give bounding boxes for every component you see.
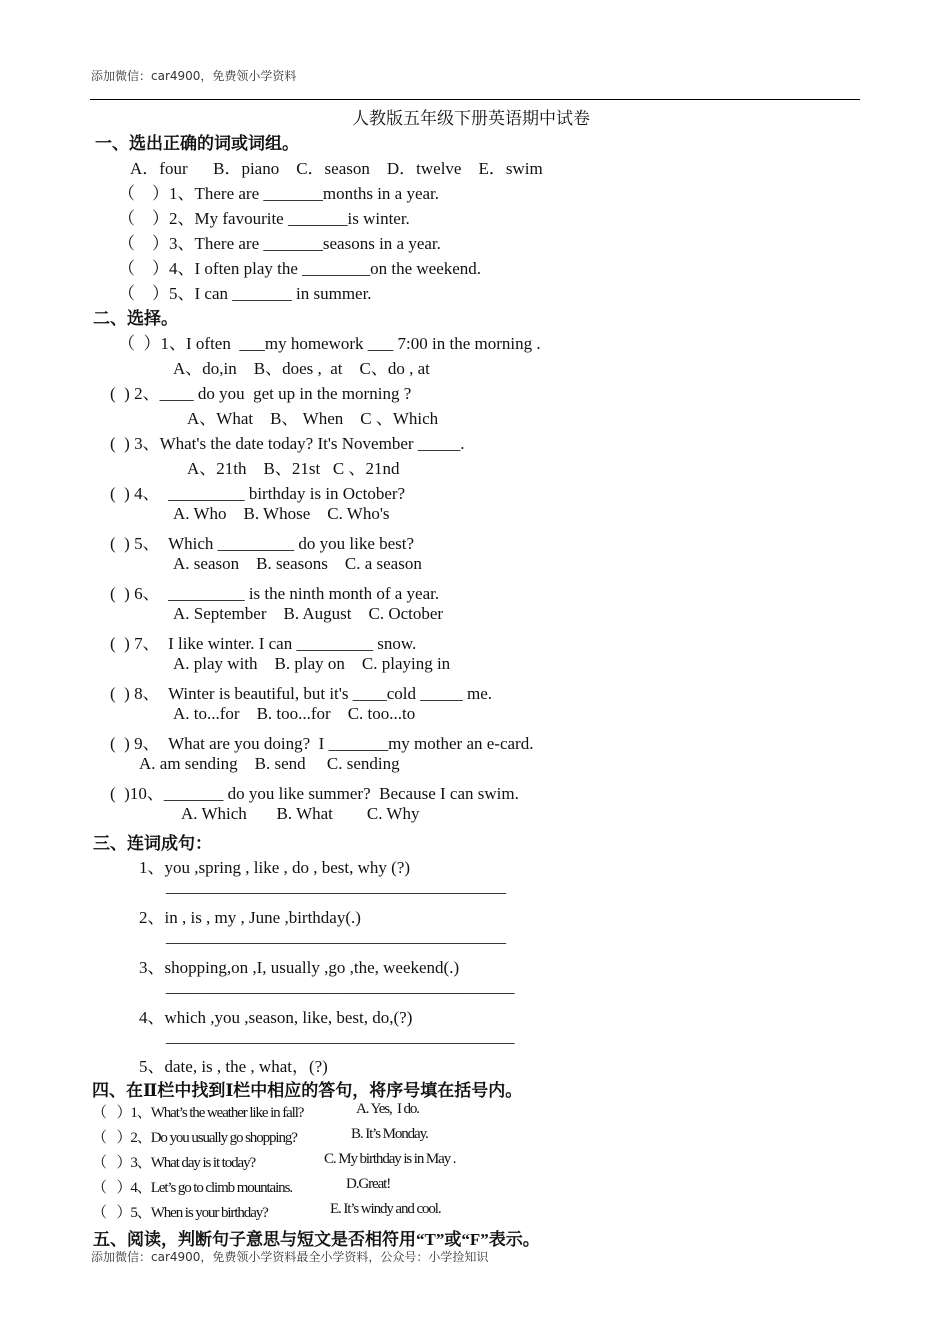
section1-item: （ ）5、I can _______ in summer.: [118, 284, 372, 303]
section2-question: （ ）1、I often ___my homework ___ 7:00 in the morning .: [118, 334, 541, 353]
answer-line: ________________________________________: [166, 877, 506, 896]
section3-question: 4、which ,you ,season, like, best, do,(?): [139, 1008, 413, 1027]
section2-options: A、What B、 When C 、Which: [187, 409, 439, 428]
section2-question: ( ) 8、 Winter is beautiful, but it's ____cold _____ me.: [110, 684, 492, 703]
section3-question: 5、date, is , the , what，(?): [139, 1057, 328, 1076]
footer-text: 添加微信：car4900，免费领小学资料最全小学资料，公众号：小学捡知识: [91, 1250, 489, 1264]
section4-question: （ ）5、When is your birthday?: [92, 1205, 268, 1221]
answer-line: ________________________________________: [166, 927, 506, 946]
section2-question: ( ) 9、 What are you doing? I _______my mother an e-card.: [110, 734, 534, 753]
answer-line: _________________________________________: [166, 977, 515, 996]
section3-heading: 三、连词成句：: [93, 834, 212, 853]
section2-question: ( ) 5、 Which _________ do you like best?: [110, 534, 415, 553]
section4-answer: B. It’s Monday.: [351, 1126, 428, 1142]
section5-heading: 五、阅读，判断句子意思与短文是否相符用“T”或“F”表示。: [93, 1230, 540, 1249]
section2-options: A. play with B. play on C. playing in: [173, 654, 451, 673]
section1-item: （ ）2、My favourite _______is winter.: [118, 209, 410, 228]
section2-question: ( ) 7、 I like winter. I can _________ snow.: [110, 634, 417, 653]
section4-answer: A. Yes, I do.: [356, 1101, 419, 1117]
section1-item: （ ）1、There are _______months in a year.: [118, 184, 440, 203]
section2-options: A. Which B. What C. Why: [181, 804, 420, 823]
section2-options: A. season B. seasons C. a season: [173, 554, 422, 573]
section3-question: 1、you ,spring , like , do , best, why (?): [139, 858, 411, 877]
section2-options: A. Who B. Whose C. Who's: [173, 504, 390, 523]
section1-item: （ ）3、There are _______seasons in a year.: [118, 234, 441, 253]
section3-question: 2、in , is , my , June ,birthday(.): [139, 908, 361, 927]
section4-question: （ ）1、What’s the weather like in fall?: [92, 1105, 304, 1121]
header-rule: [90, 99, 860, 100]
section2-question: ( ) 6、 _________ is the ninth month of a year.: [110, 584, 440, 603]
section3-question: 3、shopping,on ,I, usually ,go ,the, weekend(.): [139, 958, 460, 977]
section2-question: ( ) 4、 _________ birthday is in October?: [110, 484, 406, 503]
section2-heading: 二、选择。: [93, 309, 178, 328]
section4-answer: C. My birthday is in May .: [324, 1151, 456, 1167]
section2-options: A. September B. August C. October: [173, 604, 444, 623]
section2-question: ( )10、_______ do you like summer? Because I can swim.: [110, 784, 519, 803]
section4-answer: D.Great!: [346, 1176, 391, 1192]
page-title: 人教版五年级下册英语期中试卷: [352, 109, 590, 128]
section2-options: A、do,in B、does , at C、do , at: [173, 359, 430, 378]
section1-options: A．four B．piano C．season D．twelve E．swim: [130, 159, 543, 178]
section2-question: ( ) 2、____ do you get up in the morning ?: [110, 384, 412, 403]
answer-line: _________________________________________: [166, 1027, 515, 1046]
section2-options: A、21th B、21st C 、21nd: [187, 459, 400, 478]
section1-heading: 一、选出正确的词或词组。: [95, 134, 299, 153]
section2-options: A. to...for B. too...for C. too...to: [173, 704, 416, 723]
section4-answer: E. It’s windy and cool.: [330, 1201, 441, 1217]
section4-heading: 四、在Ⅱ栏中找到Ⅰ栏中相应的答句，将序号填在括号内。: [92, 1081, 523, 1100]
section2-question: ( ) 3、What's the date today? It's November _____.: [110, 434, 465, 453]
header-text: 添加微信：car4900，免费领小学资料: [91, 69, 297, 83]
section1-item: （ ）4、I often play the ________on the weekend.: [118, 259, 482, 278]
section4-question: （ ）2、Do you usually go shopping?: [92, 1130, 297, 1146]
section4-question: （ ）4、Let’s go to climb mountains.: [92, 1180, 292, 1196]
section2-options: A. am sending B. send C. sending: [139, 754, 400, 773]
section4-question: （ ）3、What day is it today?: [92, 1155, 256, 1171]
